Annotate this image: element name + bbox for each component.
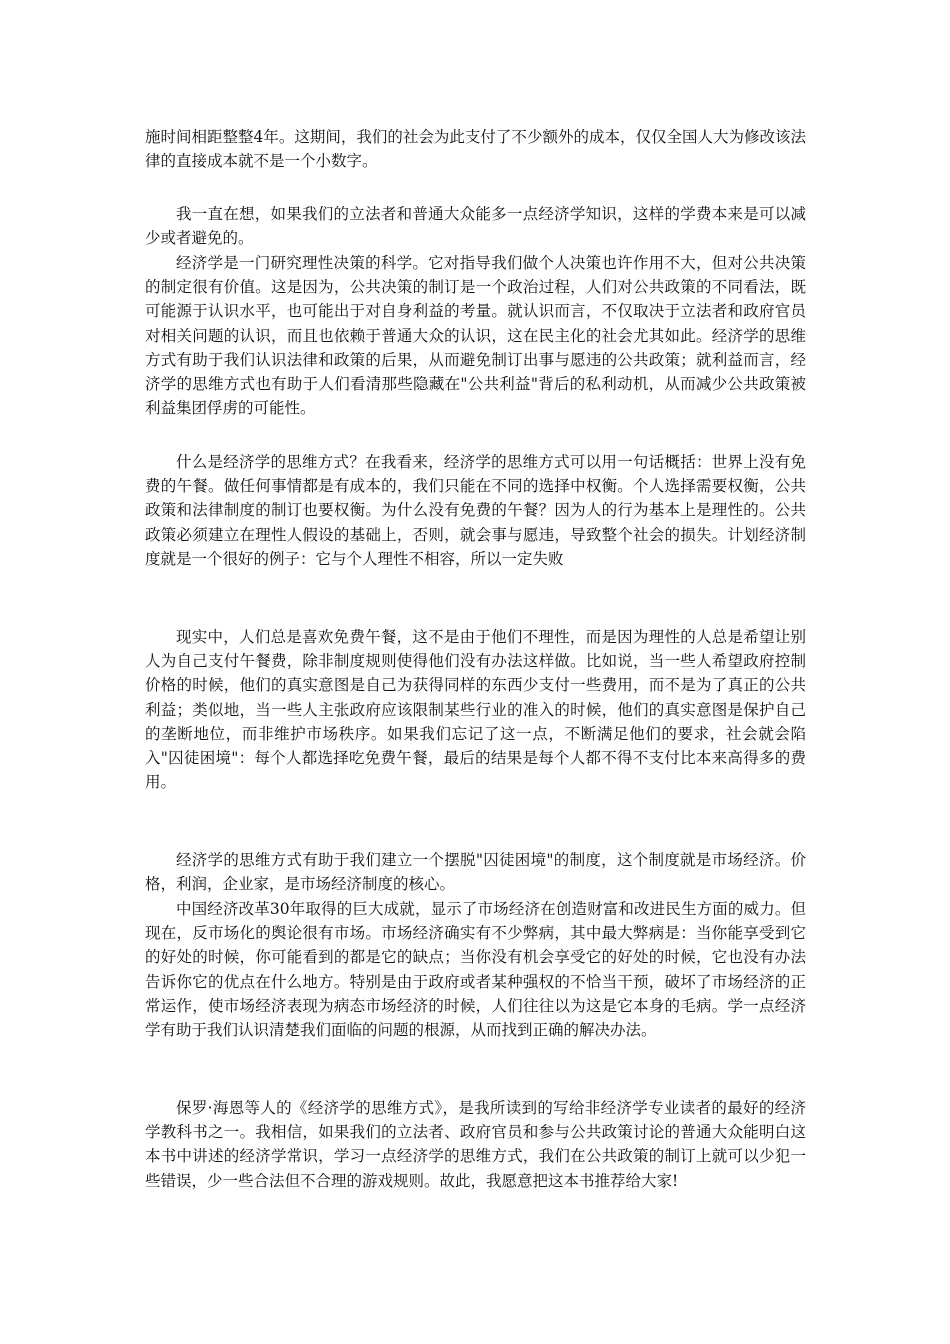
- paragraph-4: 现实中，人们总是喜欢免费午餐，这不是由于他们不理性，而是因为理性的人总是希望让别人为自己支付午餐费，除非制度规则使得他们没有办法这样做。比如说，当一些人希望政府控制价格的时候，他们的真实意图是自己为获得同样的东西少支付一些费用，而不是为了真正的公共利益；类似地，当一些人主张政府应该限制某些行业的准入的时候，他们的真实意图是保护自己的垄断地位，而非维护市场秩序。如果我们忘记了这一点，不断满足他们的要求，社会就会陷入"囚徒困境"：每个人都选择吃免费午餐，最后的结果是每个人都不得不支付比本来高得多的费用。: [145, 628, 806, 792]
- paragraph-7: 保罗·海恩等人的《经济学的思维方式》，是我所读到的写给非经济学专业读者的最好的经济学教科书之一。我相信，如果我们的立法者、政府官员和参与公共政策讨论的普通大众能明白这本书中讲述的经济学常识，学习一点经济学的思维方式，我们在公共政策的制订上就可以少犯一些错误，少一些合法但不合理的游戏规则。故此，我愿意把这本书推荐给大家!: [145, 1099, 806, 1190]
- paragraph-3: 什么是经济学的思维方式？在我看来，经济学的思维方式可以用一句话概括：世界上没有免费的午餐。做任何事情都是有成本的，我们只能在不同的选择中权衡。个人选择需要权衡，公共政策和法律制度的制订也要权衡。为什么没有免费的午餐？因为人的行为基本上是理性的。公共政策必须建立在理性人假设的基础上，否则，就会事与愿违，导致整个社会的损失。计划经济制度就是一个很好的例子：它与个人理性不相容，所以一定失败: [145, 453, 806, 568]
- paragraph-6: 中国经济改革30年取得的巨大成就，显示了市场经济在创造财富和改进民生方面的威力。但现在，反市场化的舆论很有市场。市场经济确实有不少弊病，其中最大弊病是：当你能享受到它的好处的时候，你可能看到的都是它的缺点；当你没有机会享受它的好处的时候，它也没有办法告诉你它的优点在什么地方。特别是由于政府或者某种强权的不恰当干预，破坏了市场经济的正常运作，使市场经济表现为病态市场经济的时候，人们往往以为这是它本身的毛病。学一点经济学有助于我们认识清楚我们面临的问题的根源，从而找到正确的解决办法。: [145, 900, 806, 1040]
- paragraph-2: 经济学是一门研究理性决策的科学。它对指导我们做个人决策也许作用不大，但对公共决策的制定很有价值。这是因为，公共决策的制订是一个政治过程，人们对公共政策的不同看法，既可能源于认识水平，也可能出于对自身利益的考量。就认识而言，不仅取决于立法者和政府官员对相关问题的认识，而且也依赖于普通大众的认识，这在民主化的社会尤其如此。经济学的思维方式有助于我们认识法律和政策的后果，从而避免制订出事与愿违的公共政策；就利益而言，经济学的思维方式也有助于人们看清那些隐藏在"公共利益"背后的私利动机，从而减少公共政策被利益集团俘虏的可能性。: [145, 254, 806, 418]
- paragraph-5: 经济学的思维方式有助于我们建立一个摆脱"囚徒困境"的制度，这个制度就是市场经济。价格，利润，企业家，是市场经济制度的核心。: [145, 851, 806, 894]
- paragraph-continuation: 施时间相距整整4年。这期间，我们的社会为此支付了不少额外的成本，仅仅全国人大为修改该法律的直接成本就不是一个小数字。: [145, 128, 806, 171]
- paragraph-1: 我一直在想，如果我们的立法者和普通大众能多一点经济学知识，这样的学费本来是可以减少或者避免的。: [145, 205, 806, 248]
